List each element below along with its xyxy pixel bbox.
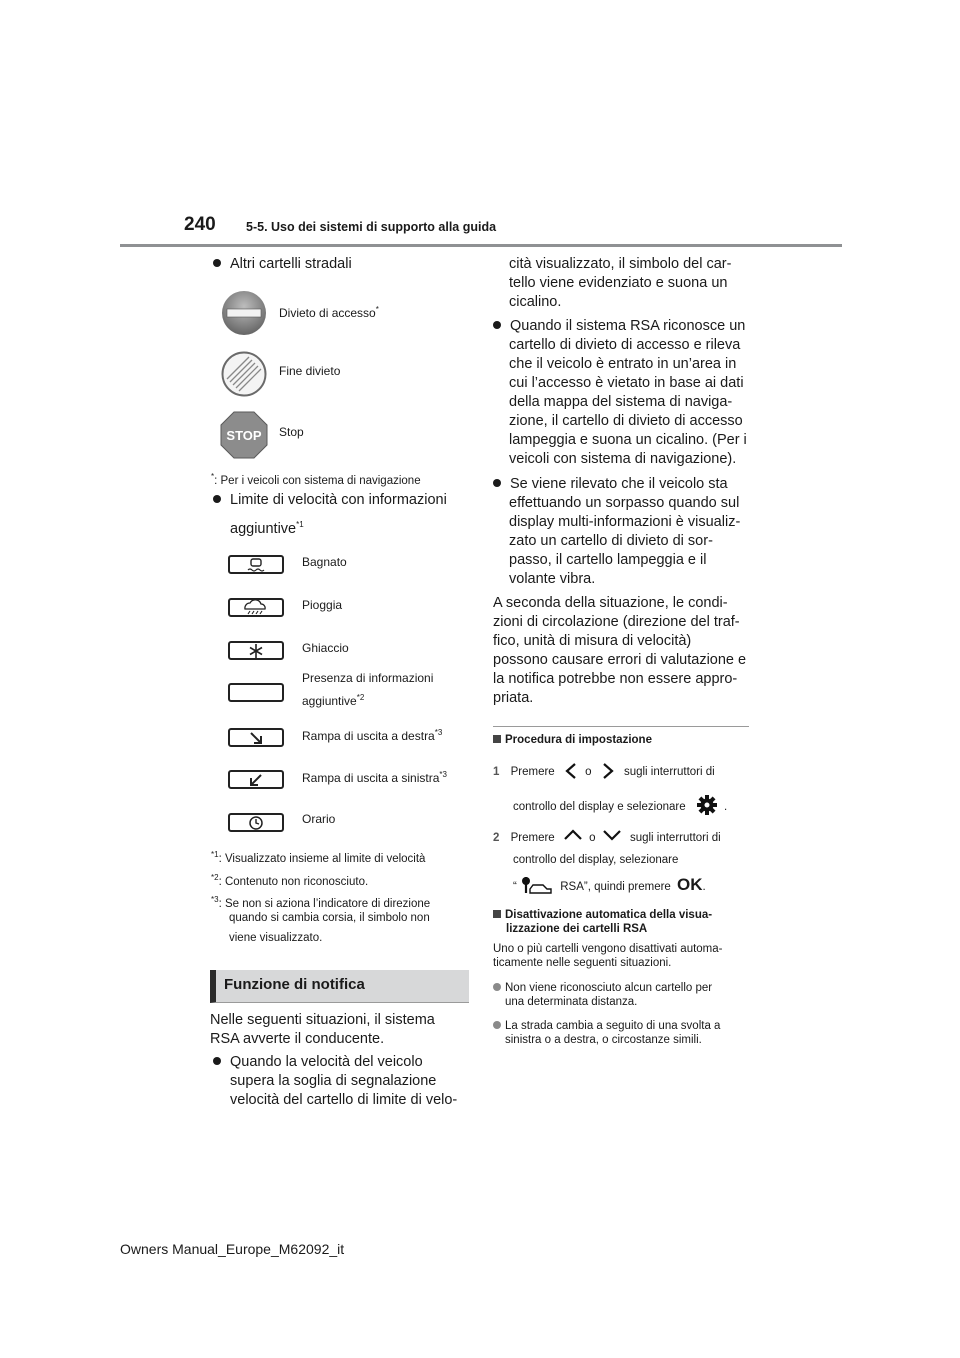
footnote-3: $^{*3}$: Se non si aziona l’indicatore di direzione bbox=[211, 895, 431, 910]
exit-right-arrow-icon bbox=[228, 728, 284, 747]
panel-label-additional-l2: aggiuntive$^{*2}$ bbox=[302, 693, 365, 708]
exit-left-arrow-icon bbox=[228, 770, 284, 789]
chevron-right-icon bbox=[601, 763, 615, 779]
bullet-dot bbox=[213, 495, 221, 503]
panel-label-additional-l1: Presenza di informazioni bbox=[302, 671, 434, 685]
footnote-1: $^{*1}$: Visualizzato insieme al limite di velocità bbox=[211, 850, 426, 865]
paragraph-line: Nelle seguenti situazioni, il sistema bbox=[210, 1012, 435, 1028]
bullet-line: supera la soglia di segnalazione bbox=[230, 1073, 437, 1089]
gray-bullet-dot bbox=[493, 983, 501, 991]
bullet-speed-limit-line2: aggiuntive$^{*1}$ bbox=[230, 520, 304, 537]
bullet-dot bbox=[493, 479, 501, 487]
no-entry-sign-icon bbox=[221, 290, 267, 336]
stop-sign-icon bbox=[220, 411, 268, 459]
bullet-no-entry-zone: Quando il sistema RSA riconosce un cartello di divieto di accesso e rileva che il veicolo è entrato in un’area in cui l’accesso è vietato in base ai dati della mappa del sistema di naviga- zione, il cartello di divieto di accesso lampeggia e suona un cicalino. (Per i veicoli con sistema di navigazione). bbox=[493, 317, 747, 469]
panel-label-rain: Pioggia bbox=[302, 598, 343, 612]
footer-manual-id: Owners Manual_Europe_M62092_it bbox=[120, 1241, 345, 1257]
bullet-dot bbox=[213, 259, 221, 267]
panel-label-time: Orario bbox=[302, 812, 336, 826]
gray-bullet-2: La strada cambia a seguito di una svolta a sinistra o a destra, o circostanze simili. bbox=[493, 1019, 720, 1047]
clock-icon bbox=[228, 813, 284, 832]
bullet-dot bbox=[493, 321, 501, 329]
bullet-speed-limit: Limite di velocità con informazioni bbox=[213, 491, 447, 510]
sign-label-stop: Stop bbox=[279, 425, 304, 439]
step-2-line3: “ RSA”, quindi premere OK. bbox=[513, 875, 706, 894]
bullet-line: velocità del cartello di limite di velo- bbox=[230, 1092, 458, 1108]
page-number: 240 bbox=[184, 214, 216, 235]
bullet-dot bbox=[213, 1057, 221, 1065]
chevron-left-icon bbox=[564, 763, 578, 779]
end-of-prohibition-sign-icon bbox=[221, 351, 267, 397]
step-2-line1: 2 Premere o sugli interruttori di bbox=[493, 829, 721, 845]
footnote-star: *: Per i veicoli con sistema di navigazione bbox=[211, 472, 421, 487]
panel-label-exit-left: Rampa di uscita a sinistra$^{*3}$ bbox=[302, 770, 447, 785]
section-heading-notification: Funzione di notifica bbox=[210, 970, 469, 1003]
square-bullet-icon bbox=[493, 735, 501, 743]
sign-label-end-prohibition: Fine divieto bbox=[279, 364, 341, 378]
section-title: 5-5. Uso dei sistemi di supporto alla guida bbox=[246, 220, 497, 234]
square-bullet-icon bbox=[493, 910, 501, 918]
header-divider bbox=[120, 244, 842, 247]
bullet-other-signs: Altri cartelli stradali bbox=[213, 255, 352, 274]
step-1-line1: 1 Premere o sugli interruttori di bbox=[493, 763, 715, 779]
rain-icon bbox=[228, 598, 284, 617]
gray-bullet-dot bbox=[493, 1021, 501, 1029]
gray-bullet-1: Non viene riconosciuto alcun cartello per una determinata distanza. bbox=[493, 981, 712, 1009]
paragraph-situation: A seconda della situazione, le condi- zioni di circolazione (direzione del traf- fico, unità di misura di velocità) possono causare errori di valutazione e la notifica potrebbe non essere appro- priata. bbox=[493, 595, 747, 706]
panel-label-ice: Ghiaccio bbox=[302, 641, 349, 655]
continued-text: cità visualizzato, il simbolo del car- tello viene evidenziato e suona un cicalino. bbox=[509, 256, 732, 310]
heading-auto-deactivation: Disattivazione automatica della visua- lizzazione dei cartelli RSA bbox=[493, 908, 712, 936]
blank-panel-icon bbox=[228, 683, 284, 702]
bullet-overtaking: Se viene rilevato che il veicolo sta effettuando un sorpasso quando sul display multi-informazioni è visualiz- zato un cartello di divieto di sor- passo, il cartello lampeggia e il volante vibra. bbox=[493, 475, 740, 589]
ice-icon bbox=[228, 641, 284, 660]
stop-sign-text: STOP bbox=[226, 428, 262, 443]
footnote-2: $^{*2}$: Contenuto non riconosciuto. bbox=[211, 873, 369, 888]
wet-road-icon bbox=[228, 555, 284, 574]
panel-label-exit-right: Rampa di uscita a destra$^{*3}$ bbox=[302, 728, 443, 743]
rsa-sign-car-icon bbox=[520, 876, 554, 894]
gear-icon bbox=[697, 795, 717, 815]
paragraph-line: RSA avverte il conducente. bbox=[210, 1031, 385, 1047]
heading-setup-procedure: Procedura di impostazione bbox=[493, 733, 652, 747]
sign-label-no-entry: Divieto di accesso* bbox=[279, 305, 379, 320]
footnote-3-line2: quando si cambia corsia, il simbolo non bbox=[229, 912, 430, 924]
ok-button-icon: OK bbox=[677, 875, 703, 894]
footnote-3-line3: viene visualizzato. bbox=[229, 932, 323, 944]
divider bbox=[493, 726, 749, 727]
deactivation-paragraph: Uno o più cartelli vengono disattivati automa- ticamente nelle seguenti situazioni. bbox=[493, 943, 723, 969]
chevron-down-icon bbox=[603, 829, 621, 841]
chevron-up-icon bbox=[564, 829, 582, 841]
bullet-speed-exceed: Quando la velocità del veicolo bbox=[213, 1053, 423, 1072]
step-2-line2: controllo del display, selezionare bbox=[513, 854, 679, 866]
step-1-line2: controllo del display e selezionare . bbox=[513, 795, 727, 815]
panel-label-wet: Bagnato bbox=[302, 555, 347, 569]
